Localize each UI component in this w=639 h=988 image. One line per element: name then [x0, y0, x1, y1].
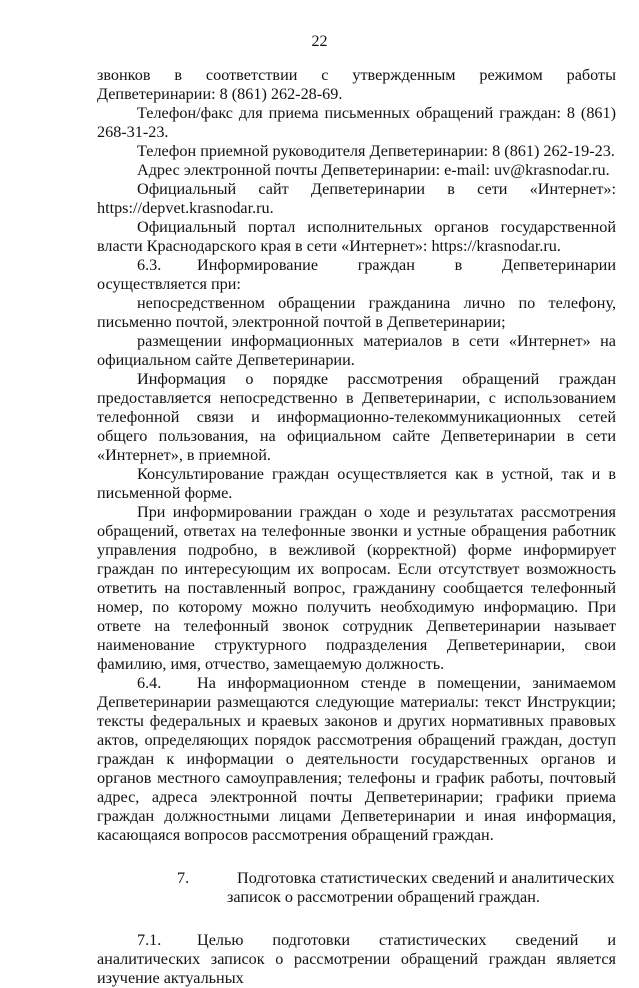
paragraph-email: Адрес электронной почты Депветеринарии: e-mail: uv@krasnodar.ru. — [137, 161, 610, 179]
paragraph-info-procedure: Информация о порядке рассмотрения обращений граждан предоставляется непосредственно в Депветеринарии, с использованием телефонной связи и информационно-телекоммуникационных сетей общего пользования, на официальном сайте Депветеринарии в сети «Интернет», в приемной. — [97, 370, 616, 464]
section-title-line2: записок о рассмотрении обращений граждан. — [227, 888, 540, 906]
paragraph-6-3: 6.3. Информирование граждан в Депветеринарии осуществляется при: — [97, 256, 616, 293]
section-number: 7. — [177, 869, 190, 887]
paragraph-consulting: Консультирование граждан осуществляется как в устной, так и в письменной форме. — [97, 465, 616, 502]
paragraph-direct-contact: непосредственном обращении гражданина лично по телефону, письменно почтой, электронной почтой в Депветеринарии; — [97, 294, 616, 331]
paragraph-reception-phone: Телефон приемной руководителя Депветеринарии: 8 (861) 262-19-23. — [137, 142, 615, 160]
paragraph-internet: размещении информационных материалов в сети «Интернет» на официальном сайте Депветеринарии. — [97, 332, 616, 369]
clause-number: 6.4. — [137, 674, 162, 692]
paragraph-7-1: 7.1. Целью подготовки статистических сведений и аналитических записок о рассмотрении обращений граждан является изучение актуальных — [97, 931, 616, 987]
paragraph-informing: При информировании граждан о ходе и результатах рассмотрения обращений, ответах на телефонные звонки и устные обращения работник управления подробно, в вежливой (корректной) форме информирует граждан по интересующим их вопросам. Если отсутствует возможность ответить на поставленный вопрос, гражданину сообщается телефонный номер, по которому можно получить необходимую информацию. При ответе на телефонный звонок сотрудник Депветеринарии называет наименование структурного подразделения Депветеринарии, свои фамилию, имя, отчество, замещаемую должность. — [97, 503, 616, 673]
section-title-line1: Подготовка статистических сведений и аналитических — [237, 869, 615, 887]
clause-number: 6.3. — [137, 256, 162, 274]
document-body — [97, 66, 616, 988]
paragraph-call-schedule: звонков в соответствии с утвержденным режимом работы Депветеринарии: 8 (861) 262-28-69. — [97, 66, 616, 103]
paragraph-website: Официальный сайт Депветеринарии в сети «Интернет»: https://depvet.krasnodar.ru. — [97, 180, 616, 217]
paragraph-fax: Телефон/факс для приема письменных обращений граждан: 8 (861) 268-31-23. — [97, 104, 616, 141]
clause-number: 7.1. — [137, 931, 162, 949]
section-heading — [97, 869, 616, 907]
page-number: 22 — [311, 33, 328, 50]
paragraph-6-4: 6.4. На информационном стенде в помещении, занимаемом Депветеринарии размещаются следующие материалы: текст Инструкции; тексты федеральных и краевых законов и других нормативных правовых актов, определяющих порядок рассмотрения обращений граждан, доступ граждан к информации о деятельности государственных органов и органов местного самоуправления; телефоны и график работы, почтовый адрес, адреса электронной почты Депветеринарии; графики приема граждан должностными лицами Депветеринарии и иная информация, касающаяся вопросов рассмотрения обращений граждан. — [97, 674, 616, 844]
paragraph-portal: Официальный портал исполнительных органов государственной власти Краснодарского края в сети «Интернет»: https://krasnodar.ru. — [97, 218, 616, 255]
